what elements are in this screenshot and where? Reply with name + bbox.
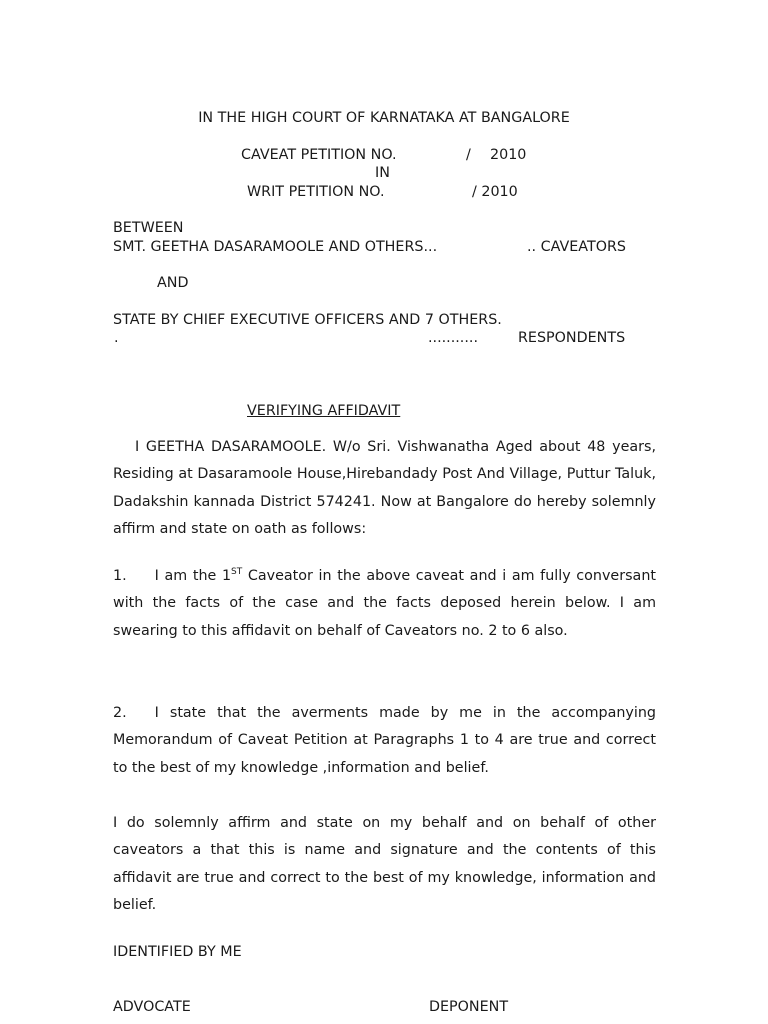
deponent-label: DEPONENT: [429, 999, 509, 1015]
caveat-petition-year: 2010: [490, 147, 527, 163]
writ-petition-label: WRIT PETITION NO.: [247, 184, 385, 200]
affidavit-title: VERIFYING AFFIDAVIT: [247, 403, 401, 419]
paragraph-2: [113, 700, 656, 782]
in-label: IN: [375, 165, 390, 181]
paragraph-1-superscript: ST: [231, 567, 243, 577]
caveat-petition-slash: /: [466, 147, 471, 163]
court-title: IN THE HIGH COURT OF KARNATAKA AT BANGALORE: [198, 110, 570, 126]
paragraph-1-text-b: Caveator in the above caveat and i am fully conversant with the facts of the case and the facts deposed herein below. I am swearing to this affidavit on behalf of Caveators no. 2 to 6 also.: [113, 568, 656, 639]
respondent-role: RESPONDENTS: [518, 330, 626, 346]
advocate-label: ADVOCATE: [113, 999, 191, 1015]
paragraph-2-text: I state that the averments made by me in the accompanying Memorandum of Caveat Petition at Paragraphs 1 to 4 are true and correct to the best of my knowledge ,information and belief.: [113, 705, 656, 776]
respondent-dot: .: [114, 330, 119, 346]
and-label: AND: [157, 275, 189, 291]
respondent-name: STATE BY CHIEF EXECUTIVE OFFICERS AND 7 OTHERS.: [113, 312, 502, 328]
between-label: BETWEEN: [113, 220, 184, 236]
intro-paragraph: I GEETHA DASARAMOOLE. W/o Sri. Vishwanatha Aged about 48 years, Residing at Dasaramoole House,Hirebandady Post And Village, Puttur Taluk, Dadakshin kannada District 574241. Now at Bangalore do hereby solemnly affirm and state on oath as follows:: [113, 439, 656, 538]
writ-petition-year: / 2010: [472, 184, 518, 200]
paragraph-1-number: 1.: [113, 568, 127, 584]
petitioner-role: .. CAVEATORS: [527, 239, 626, 255]
paragraph-1: [113, 563, 656, 645]
paragraph-1-text-a: I am the 1: [154, 568, 232, 584]
identified-by-label: IDENTIFIED BY ME: [113, 944, 242, 960]
caveat-petition-label: CAVEAT PETITION NO.: [241, 147, 397, 163]
respondent-dots: ...........: [428, 330, 478, 346]
affirmation-paragraph: I do solemnly affirm and state on my behalf and on behalf of other caveators a that this is name and signature and the contents of this affidavit are true and correct to the best of my knowledge, information and belief.: [113, 815, 656, 914]
paragraph-2-number: 2.: [113, 705, 127, 721]
petitioner-name: SMT. GEETHA DASARAMOOLE AND OTHERS...: [113, 239, 438, 255]
